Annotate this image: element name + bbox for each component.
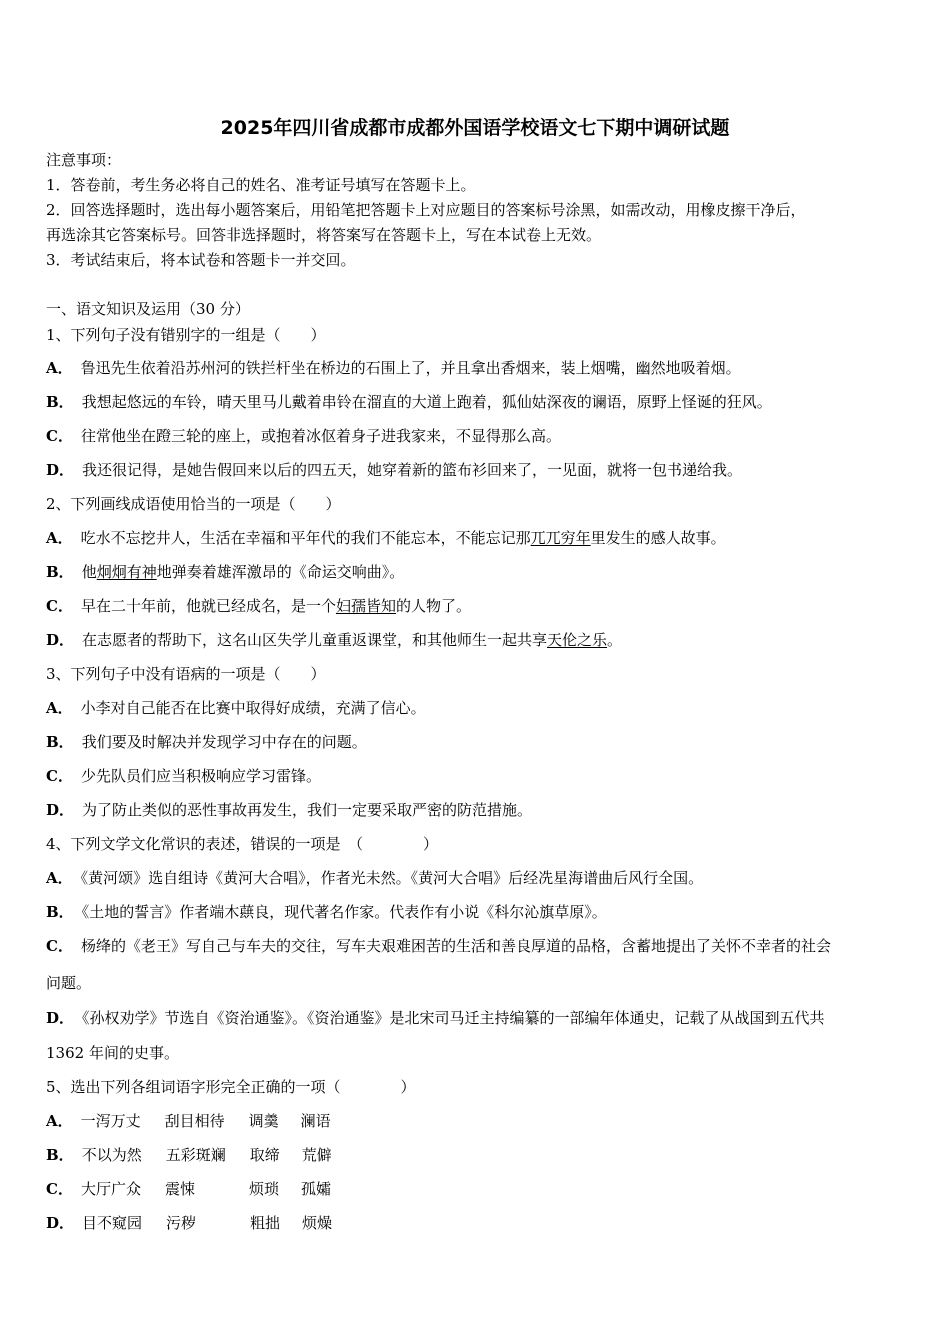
q1-option-b — [46, 392, 772, 412]
q5-option-a — [46, 1111, 347, 1131]
underlined-idiom: 兀兀穷年 — [530, 529, 591, 547]
question-5-stem: 5、选出下列各组词语字形完全正确的一项（ ） — [46, 1078, 416, 1096]
q2-option-c — [46, 596, 471, 616]
option-text: 里发生的感人故事。 — [590, 529, 726, 547]
option-text: 为了防止类似的恶性事故再发生，我们一定要采取严密的防范措施。 — [82, 801, 533, 819]
q4-option-d-continuation: 1362 年间的史事。 — [46, 1044, 179, 1062]
option-text: 往常他坐在蹬三轮的座上，或抱着冰伛着身子进我家来，不显得那么高。 — [80, 427, 561, 445]
option-text: 地弹奏着雄浑激昂的《命运交响曲》。 — [156, 563, 405, 581]
q1-option-d — [46, 460, 742, 480]
underlined-idiom: 天伦之乐 — [547, 631, 608, 649]
option-label: D． — [46, 1009, 75, 1027]
notice-heading: 注意事项： — [46, 151, 122, 169]
word: 污秽 — [166, 1214, 197, 1232]
q5-option-b — [46, 1145, 348, 1165]
option-text: 《黄河颂》选自组诗《黄河大合唱》，作者光未然。《黄河大合唱》后经冼星海谱曲后风行全国。 — [80, 869, 704, 887]
q3-option-a — [46, 698, 426, 718]
word: 不以为然 — [81, 1146, 142, 1164]
word: 烦琐 — [248, 1180, 279, 1198]
word: 取缔 — [249, 1146, 280, 1164]
question-2-stem: 2、下列画线成语使用恰当的一项是（ ） — [46, 495, 341, 513]
underlined-idiom: 妇孺皆知 — [335, 597, 396, 615]
option-label: A． — [46, 1112, 73, 1130]
word: 粗拙 — [250, 1214, 281, 1232]
option-text: 吃水不忘挖井人，生活在幸福和平年代的我们不能忘本，不能忘记那 — [80, 529, 531, 547]
option-text: 他 — [81, 563, 97, 581]
option-label: C． — [46, 767, 73, 785]
option-label: A． — [46, 869, 73, 887]
option-label: C． — [46, 1180, 73, 1198]
q4-option-d — [46, 1008, 825, 1028]
q2-option-d — [46, 630, 622, 650]
word: 孤孀 — [300, 1180, 331, 1198]
word: 荒僻 — [301, 1146, 332, 1164]
q2-option-b — [46, 562, 404, 582]
word: 刮目相待 — [164, 1112, 225, 1130]
option-text: 。 — [607, 631, 623, 649]
word: 一泻万丈 — [80, 1112, 141, 1130]
option-text: 少先队员们应当积极响应学习雷锋。 — [80, 767, 321, 785]
option-text: 我想起悠远的车铃，晴天里马儿戴着串铃在溜直的大道上跑着，狐仙姑深夜的谰语，原野上怪诞的狂风。 — [81, 393, 772, 411]
q1-option-a — [46, 358, 741, 378]
option-text: 鲁迅先生依着沿苏州河的铁拦杆坐在桥边的石围上了，并且拿出香烟来，装上烟嘴，幽然地吸着烟。 — [80, 359, 741, 377]
option-label: D． — [46, 801, 75, 819]
page-title: 2025年四川省成都市成都外国语学校语文七下期中调研试题 — [220, 117, 730, 139]
word: 目不窥园 — [82, 1214, 143, 1232]
word: 调羹 — [248, 1112, 279, 1130]
option-label: C． — [46, 427, 73, 445]
q1-option-c — [46, 426, 561, 446]
option-label: B． — [46, 903, 74, 921]
q5-option-d — [46, 1213, 348, 1233]
option-text: 我还很记得，是她告假回来以后的四五天，她穿着新的篮布衫回来了，一见面，就将一包书递给我。 — [82, 461, 743, 479]
option-text: 《土地的誓言》作者端木蕻良，现代著名作家。代表作有小说《科尔沁旗草原》。 — [81, 903, 607, 921]
underlined-idiom: 炯炯有神 — [96, 563, 157, 581]
option-text: 我们要及时解决并发现学习中存在的问题。 — [81, 733, 367, 751]
option-text: 的人物了。 — [395, 597, 471, 615]
q4-option-c-continuation: 问题。 — [46, 974, 92, 992]
notice-item: 1．答卷前，考生务必将自己的姓名、准考证号填写在答题卡上。 — [46, 176, 476, 194]
q2-option-a — [46, 528, 726, 548]
option-text: 《孙权劝学》节选自《资治通鉴》。《资治通鉴》是北宋司马迁主持编纂的一部编年体通史，记载了从战国到五代共 — [82, 1009, 825, 1027]
option-text: 小李对自己能否在比赛中取得好成绩，充满了信心。 — [80, 699, 426, 717]
option-text: 杨绛的《老王》写自己与车夫的交往，写车夫艰难困苦的生活和善良厚道的品格，含蓄地提出了关怀不幸者的社会 — [80, 937, 831, 955]
notice-item: 再选涂其它答案标号。回答非选择题时，将答案写在答题卡上，写在本试卷上无效。 — [46, 226, 602, 244]
question-3-stem: 3、下列句子中没有语病的一项是（ ） — [46, 665, 326, 683]
word: 大厅广众 — [80, 1180, 141, 1198]
option-label: B． — [46, 1146, 74, 1164]
section-heading: 一、语文知识及运用（30 分） — [46, 300, 250, 318]
question-1-stem: 1、下列句子没有错别字的一组是（ ） — [46, 326, 326, 344]
q3-option-b — [46, 732, 367, 752]
option-label: D． — [46, 631, 75, 649]
q4-option-a — [46, 868, 703, 888]
option-label: B． — [46, 733, 74, 751]
q3-option-d — [46, 800, 532, 820]
question-4-stem: 4、下列文学文化常识的表述，错误的一项是 （ ） — [46, 835, 439, 853]
q4-option-c — [46, 936, 831, 956]
option-label: B． — [46, 393, 74, 411]
notice-item: 3．考试结束后，将本试卷和答题卡一并交回。 — [46, 251, 356, 269]
option-label: B． — [46, 563, 74, 581]
word: 烦燥 — [302, 1214, 333, 1232]
option-label: A． — [46, 699, 73, 717]
q3-option-c — [46, 766, 321, 786]
q4-option-b — [46, 902, 607, 922]
option-text: 早在二十年前，他就已经成名，是一个 — [80, 597, 336, 615]
option-label: D． — [46, 461, 75, 479]
option-label: A． — [46, 529, 73, 547]
q5-option-c — [46, 1179, 347, 1199]
option-label: D． — [46, 1214, 75, 1232]
option-label: C． — [46, 597, 73, 615]
word: 五彩斑斓 — [165, 1146, 226, 1164]
option-label: C． — [46, 937, 73, 955]
word: 澜语 — [300, 1112, 331, 1130]
word: 震悚 — [164, 1180, 195, 1198]
notice-item: 2．回答选择题时，选出每小题答案后，用铅笔把答题卡上对应题目的答案标号涂黑，如需改动，用橡皮擦干净后， — [46, 201, 806, 219]
option-text: 在志愿者的帮助下，这名山区失学儿童重返课堂，和其他师生一起共享 — [82, 631, 548, 649]
option-label: A． — [46, 359, 73, 377]
